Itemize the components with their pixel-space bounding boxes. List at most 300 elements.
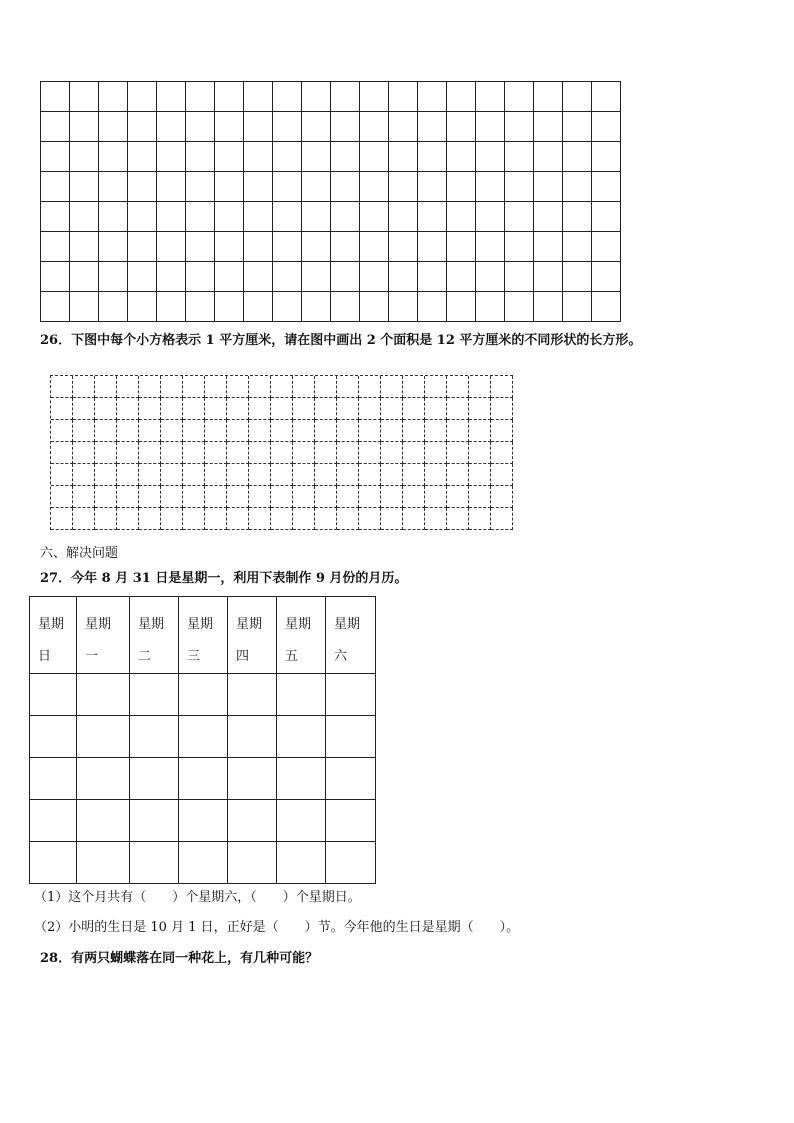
- grid-cell: [337, 464, 359, 486]
- grid-cell: [381, 508, 403, 530]
- grid-cell: [41, 172, 70, 202]
- grid-cell: [418, 172, 447, 202]
- grid-cell: [359, 486, 381, 508]
- grid-cell: [302, 232, 331, 262]
- calendar-cell[interactable]: [228, 674, 277, 716]
- grid-cell: [563, 262, 592, 292]
- grid-cell: [425, 420, 447, 442]
- calendar-cell[interactable]: [30, 716, 77, 758]
- calendar-cell[interactable]: [326, 758, 376, 800]
- grid-cell: [403, 420, 425, 442]
- grid-cell: [302, 202, 331, 232]
- grid-cell: [293, 442, 315, 464]
- grid-cell: [447, 112, 476, 142]
- grid-cell: [359, 398, 381, 420]
- grid-cell: [139, 420, 161, 442]
- grid-cell: [469, 508, 491, 530]
- grid-cell: [337, 442, 359, 464]
- grid-cell: [331, 142, 360, 172]
- calendar-cell[interactable]: [228, 842, 277, 884]
- grid-cell: [73, 376, 95, 398]
- grid-cell: [359, 420, 381, 442]
- grid-cell: [70, 142, 99, 172]
- grid-cell: [271, 508, 293, 530]
- grid-cell: [244, 232, 273, 262]
- grid-cell: [381, 398, 403, 420]
- calendar-cell[interactable]: [277, 674, 326, 716]
- calendar-cell[interactable]: [130, 674, 179, 716]
- grid-cell: [469, 464, 491, 486]
- grid-cell: [271, 486, 293, 508]
- grid-cell: [476, 142, 505, 172]
- grid-cell: [418, 232, 447, 262]
- grid-cell: [215, 112, 244, 142]
- grid-cell: [271, 420, 293, 442]
- grid-cell: [534, 232, 563, 262]
- grid-cell: [337, 420, 359, 442]
- grid-cell: [117, 442, 139, 464]
- calendar-cell[interactable]: [30, 842, 77, 884]
- grid-cell: [389, 142, 418, 172]
- calendar-cell[interactable]: [326, 842, 376, 884]
- grid-cell: [70, 232, 99, 262]
- grid-cell: [183, 464, 205, 486]
- grid-cell: [186, 172, 215, 202]
- grid-cell: [331, 232, 360, 262]
- calendar-cell[interactable]: [130, 800, 179, 842]
- calendar-cell[interactable]: [179, 716, 228, 758]
- grid-cell: [215, 82, 244, 112]
- grid-cell: [183, 376, 205, 398]
- grid-cell: [505, 232, 534, 262]
- grid-cell: [315, 486, 337, 508]
- grid-cell: [73, 508, 95, 530]
- grid-cell: [70, 82, 99, 112]
- grid-cell: [183, 508, 205, 530]
- grid-cell: [128, 292, 157, 322]
- grid-cell: [157, 82, 186, 112]
- grid-cell: [186, 262, 215, 292]
- grid-cell: [161, 398, 183, 420]
- calendar-cell[interactable]: [326, 674, 376, 716]
- grid-cell: [447, 172, 476, 202]
- grid-cell: [128, 142, 157, 172]
- grid-cell: [534, 262, 563, 292]
- grid-cell: [491, 486, 513, 508]
- grid-cell: [273, 292, 302, 322]
- grid-cell: [302, 292, 331, 322]
- grid-cell: [117, 398, 139, 420]
- grid-cell: [418, 262, 447, 292]
- grid-cell: [425, 398, 447, 420]
- grid-cell: [403, 486, 425, 508]
- grid-cell: [157, 112, 186, 142]
- grid-cell: [70, 202, 99, 232]
- september-calendar-table: [29, 596, 376, 884]
- grid-cell: [273, 142, 302, 172]
- grid-cell: [205, 508, 227, 530]
- calendar-cell[interactable]: [277, 716, 326, 758]
- grid-cell: [425, 464, 447, 486]
- grid-cell: [447, 486, 469, 508]
- grid-cell: [244, 112, 273, 142]
- grid-cell: [99, 112, 128, 142]
- grid-cell: [273, 172, 302, 202]
- grid-cell: [360, 262, 389, 292]
- grid-cell: [73, 420, 95, 442]
- grid-cell: [469, 398, 491, 420]
- weekday-header: 星期 五: [277, 597, 326, 674]
- grid-cell: [70, 112, 99, 142]
- grid-cell: [244, 82, 273, 112]
- grid-cell: [403, 442, 425, 464]
- weekday-header: 星期 六: [326, 597, 376, 674]
- grid-cell: [183, 398, 205, 420]
- calendar-cell[interactable]: [130, 758, 179, 800]
- grid-cell: [95, 398, 117, 420]
- grid-cell: [51, 442, 73, 464]
- grid-cell: [359, 376, 381, 398]
- grid-cell: [117, 486, 139, 508]
- calendar-cell[interactable]: [130, 716, 179, 758]
- calendar-cell[interactable]: [30, 758, 77, 800]
- grid-cell: [215, 232, 244, 262]
- grid-cell: [592, 202, 621, 232]
- calendar-cell[interactable]: [228, 716, 277, 758]
- grid-cell: [359, 508, 381, 530]
- calendar-cell[interactable]: [77, 800, 130, 842]
- grid-cell: [469, 420, 491, 442]
- grid-cell: [215, 262, 244, 292]
- grid-cell: [505, 172, 534, 202]
- grid-cell: [337, 508, 359, 530]
- grid-cell: [469, 486, 491, 508]
- grid-cell: [315, 442, 337, 464]
- grid-cell: [331, 172, 360, 202]
- grid-cell: [70, 172, 99, 202]
- grid-cell: [337, 398, 359, 420]
- calendar-cell[interactable]: [130, 842, 179, 884]
- grid-cell: [157, 172, 186, 202]
- grid-cell: [249, 442, 271, 464]
- grid-cell: [331, 292, 360, 322]
- grid-cell: [403, 508, 425, 530]
- grid-cell: [139, 486, 161, 508]
- grid-cell: [447, 292, 476, 322]
- grid-cell: [389, 112, 418, 142]
- grid-cell: [73, 442, 95, 464]
- grid-cell: [331, 112, 360, 142]
- grid-cell: [447, 464, 469, 486]
- grid-cell: [360, 142, 389, 172]
- grid-cell: [95, 376, 117, 398]
- grid-cell: [161, 508, 183, 530]
- grid-cell: [534, 142, 563, 172]
- grid-cell: [534, 112, 563, 142]
- calendar-cell[interactable]: [77, 674, 130, 716]
- grid-cell: [227, 508, 249, 530]
- grid-cell: [447, 142, 476, 172]
- grid-cell: [563, 142, 592, 172]
- calendar-cell[interactable]: [277, 842, 326, 884]
- grid-cell: [381, 420, 403, 442]
- grid-cell: [215, 292, 244, 322]
- grid-cell: [418, 142, 447, 172]
- grid-cell: [51, 486, 73, 508]
- grid-cell: [491, 464, 513, 486]
- grid-cell: [505, 202, 534, 232]
- grid-cell: [186, 202, 215, 232]
- grid-cell: [389, 232, 418, 262]
- grid-cell: [139, 376, 161, 398]
- grid-cell: [534, 202, 563, 232]
- grid-cell: [360, 82, 389, 112]
- grid-cell: [157, 262, 186, 292]
- grid-cell: [505, 292, 534, 322]
- grid-cell: [403, 398, 425, 420]
- grid-cell: [381, 464, 403, 486]
- grid-cell: [447, 262, 476, 292]
- calendar-cell[interactable]: [228, 758, 277, 800]
- grid-cell: [157, 142, 186, 172]
- grid-cell: [117, 508, 139, 530]
- grid-cell: [128, 262, 157, 292]
- grid-cell: [563, 202, 592, 232]
- grid-cell: [249, 486, 271, 508]
- question-27-text: 27．今年 8 月 31 日是星期一，利用下表制作 9 月份的月历。: [40, 571, 408, 586]
- calendar-cell[interactable]: [179, 674, 228, 716]
- grid-cell: [447, 232, 476, 262]
- grid-cell: [491, 420, 513, 442]
- grid-cell: [469, 376, 491, 398]
- grid-cell: [592, 142, 621, 172]
- calendar-cell[interactable]: [179, 758, 228, 800]
- grid-cell: [128, 232, 157, 262]
- grid-cell: [73, 486, 95, 508]
- grid-cell: [128, 82, 157, 112]
- grid-cell: [51, 376, 73, 398]
- grid-cell: [99, 262, 128, 292]
- answer-grid-solid: [40, 81, 621, 322]
- grid-cell: [273, 232, 302, 262]
- grid-cell: [505, 112, 534, 142]
- grid-cell: [315, 376, 337, 398]
- grid-cell: [41, 232, 70, 262]
- grid-cell: [227, 486, 249, 508]
- grid-cell: [128, 202, 157, 232]
- grid-cell: [128, 112, 157, 142]
- grid-cell: [249, 464, 271, 486]
- question-27-sub-1: （1）这个月共有（ ）个星期六，（ ）个星期日。: [34, 890, 361, 905]
- grid-cell: [491, 398, 513, 420]
- grid-cell: [227, 398, 249, 420]
- grid-cell: [161, 376, 183, 398]
- grid-cell: [244, 292, 273, 322]
- grid-cell: [41, 142, 70, 172]
- calendar-cell[interactable]: [179, 842, 228, 884]
- grid-cell: [41, 82, 70, 112]
- weekday-header: 星期 日: [30, 597, 77, 674]
- grid-cell: [469, 442, 491, 464]
- grid-cell: [293, 486, 315, 508]
- grid-cell: [70, 292, 99, 322]
- grid-cell: [271, 376, 293, 398]
- calendar-cell[interactable]: [326, 800, 376, 842]
- grid-cell: [302, 172, 331, 202]
- grid-cell: [476, 292, 505, 322]
- grid-cell: [447, 202, 476, 232]
- grid-cell: [41, 292, 70, 322]
- grid-cell: [51, 420, 73, 442]
- grid-cell: [425, 486, 447, 508]
- grid-cell: [315, 508, 337, 530]
- grid-cell: [95, 508, 117, 530]
- grid-cell: [447, 420, 469, 442]
- grid-cell: [447, 82, 476, 112]
- grid-cell: [425, 508, 447, 530]
- grid-cell: [271, 464, 293, 486]
- grid-cell: [476, 172, 505, 202]
- grid-cell: [315, 464, 337, 486]
- calendar-cell[interactable]: [326, 716, 376, 758]
- grid-cell: [99, 292, 128, 322]
- grid-cell: [273, 82, 302, 112]
- grid-cell: [491, 442, 513, 464]
- grid-cell: [315, 398, 337, 420]
- grid-cell: [337, 486, 359, 508]
- grid-cell: [425, 376, 447, 398]
- grid-cell: [491, 376, 513, 398]
- grid-cell: [447, 376, 469, 398]
- grid-cell: [505, 142, 534, 172]
- question-27-sub-2: （2）小明的生日是 10 月 1 日，正好是（ ）节。今年他的生日是星期（ ）。: [34, 920, 520, 935]
- grid-cell: [425, 442, 447, 464]
- grid-cell: [41, 262, 70, 292]
- grid-cell: [273, 112, 302, 142]
- calendar-cell[interactable]: [77, 758, 130, 800]
- grid-cell: [161, 464, 183, 486]
- weekday-header: 星期 四: [228, 597, 277, 674]
- grid-cell: [418, 82, 447, 112]
- calendar-cell[interactable]: [30, 674, 77, 716]
- grid-cell: [592, 292, 621, 322]
- grid-cell: [95, 464, 117, 486]
- grid-cell: [161, 442, 183, 464]
- drawing-grid-dashed[interactable]: [50, 375, 513, 530]
- grid-cell: [302, 112, 331, 142]
- grid-cell: [293, 464, 315, 486]
- grid-cell: [186, 142, 215, 172]
- weekday-header: 星期 三: [179, 597, 228, 674]
- grid-cell: [381, 442, 403, 464]
- grid-cell: [273, 202, 302, 232]
- calendar-cell[interactable]: [30, 800, 77, 842]
- grid-cell: [563, 292, 592, 322]
- calendar-cell[interactable]: [277, 758, 326, 800]
- grid-cell: [302, 142, 331, 172]
- grid-cell: [70, 262, 99, 292]
- grid-cell: [563, 232, 592, 262]
- grid-cell: [95, 486, 117, 508]
- calendar-cell[interactable]: [228, 800, 277, 842]
- grid-cell: [249, 420, 271, 442]
- grid-cell: [447, 508, 469, 530]
- grid-cell: [205, 486, 227, 508]
- grid-cell: [186, 292, 215, 322]
- grid-cell: [139, 508, 161, 530]
- grid-cell: [337, 376, 359, 398]
- grid-cell: [139, 442, 161, 464]
- grid-cell: [161, 486, 183, 508]
- grid-cell: [293, 420, 315, 442]
- grid-cell: [360, 172, 389, 202]
- grid-cell: [205, 442, 227, 464]
- grid-cell: [95, 420, 117, 442]
- grid-cell: [271, 442, 293, 464]
- grid-cell: [418, 292, 447, 322]
- grid-cell: [563, 172, 592, 202]
- question-26-text: 26．下图中每个小方格表示 1 平方厘米，请在图中画出 2 个面积是 12 平方厘米的不同形状的长方形。: [40, 333, 642, 348]
- grid-cell: [95, 442, 117, 464]
- grid-cell: [563, 112, 592, 142]
- grid-cell: [563, 82, 592, 112]
- grid-cell: [186, 232, 215, 262]
- grid-cell: [418, 202, 447, 232]
- grid-cell: [73, 464, 95, 486]
- grid-cell: [51, 508, 73, 530]
- grid-cell: [99, 232, 128, 262]
- grid-cell: [389, 262, 418, 292]
- grid-cell: [157, 202, 186, 232]
- grid-cell: [215, 142, 244, 172]
- grid-cell: [41, 202, 70, 232]
- grid-cell: [359, 464, 381, 486]
- grid-cell: [244, 172, 273, 202]
- grid-cell: [186, 82, 215, 112]
- grid-cell: [205, 464, 227, 486]
- grid-cell: [381, 486, 403, 508]
- grid-cell: [73, 398, 95, 420]
- section-6-title: 六、解决问题: [40, 546, 119, 561]
- grid-cell: [227, 376, 249, 398]
- grid-cell: [128, 172, 157, 202]
- grid-cell: [476, 112, 505, 142]
- question-28-text: 28．有两只蝴蝶落在同一种花上，有几种可能？: [40, 951, 319, 966]
- grid-cell: [249, 398, 271, 420]
- grid-cell: [139, 464, 161, 486]
- grid-cell: [99, 202, 128, 232]
- grid-cell: [215, 202, 244, 232]
- grid-cell: [161, 420, 183, 442]
- grid-cell: [227, 420, 249, 442]
- grid-cell: [447, 442, 469, 464]
- grid-cell: [505, 82, 534, 112]
- grid-cell: [244, 262, 273, 292]
- grid-cell: [476, 262, 505, 292]
- grid-cell: [592, 232, 621, 262]
- calendar-cell[interactable]: [77, 716, 130, 758]
- calendar-cell[interactable]: [77, 842, 130, 884]
- grid-cell: [476, 232, 505, 262]
- grid-cell: [244, 202, 273, 232]
- calendar-cell[interactable]: [277, 800, 326, 842]
- weekday-header: 星期 二: [130, 597, 179, 674]
- calendar-cell[interactable]: [179, 800, 228, 842]
- grid-cell: [592, 172, 621, 202]
- grid-cell: [273, 262, 302, 292]
- grid-cell: [139, 398, 161, 420]
- grid-cell: [205, 398, 227, 420]
